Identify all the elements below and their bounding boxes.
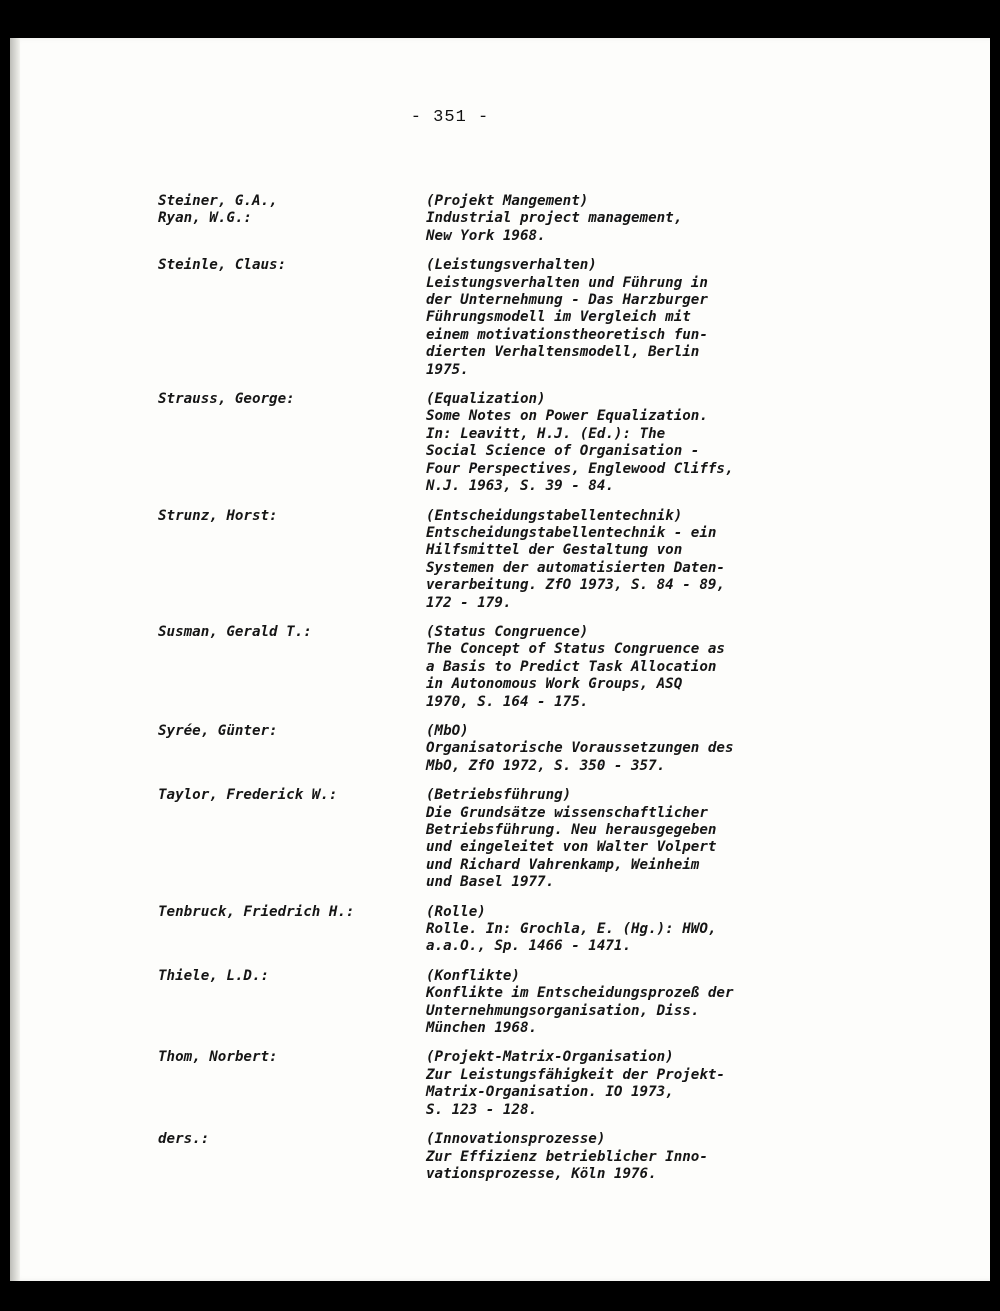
- entry-reference: [426, 257, 978, 379]
- entry-text-line: Systemen der automatisierten Daten-: [426, 559, 725, 576]
- entry-keyword: (Konflikte): [426, 967, 520, 984]
- entry-reference: [426, 391, 978, 495]
- entry-text-line: Four Perspectives, Englewood Cliffs,: [426, 460, 734, 477]
- bibliography-entry: [158, 193, 978, 245]
- entry-text-line: 1970, S. 164 - 175.: [426, 693, 589, 710]
- entry-reference: [426, 508, 978, 612]
- entry-reference: [426, 624, 978, 711]
- bibliography-entry: [158, 257, 978, 379]
- entry-author: Strunz, Horst:: [158, 507, 278, 524]
- entry-text-line: vationsprozesse, Köln 1976.: [426, 1165, 657, 1182]
- entry-text-line: München 1968.: [426, 1020, 538, 1037]
- entry-text-line: der Unternehmung - Das Harzburger: [426, 292, 708, 309]
- entry-keyword: (Leistungsverhalten): [426, 257, 597, 274]
- entry-keyword: (Equalization): [426, 391, 546, 408]
- entry-text-line: Zur Effizienz betrieblicher Inno-: [426, 1148, 708, 1165]
- entry-text-line: Social Science of Organisation -: [426, 443, 700, 460]
- entry-text-line: und Basel 1977.: [426, 874, 555, 891]
- entry-reference: [426, 1131, 978, 1183]
- entry-reference: [426, 193, 978, 245]
- bibliography-entry: [158, 723, 978, 775]
- entry-reference: [426, 1049, 978, 1119]
- bibliography-entry: [158, 787, 978, 891]
- entry-text-line: in Autonomous Work Groups, ASQ: [426, 676, 683, 693]
- entry-text-line: Führungsmodell im Vergleich mit: [426, 309, 691, 326]
- entry-reference: [426, 787, 978, 891]
- entry-text-line: Rolle. In: Grochla, E. (Hg.): HWO,: [426, 921, 717, 938]
- bibliography-list: [158, 193, 978, 1195]
- entry-author: Susman, Gerald T.:: [158, 623, 312, 640]
- entry-author: Strauss, George:: [158, 391, 295, 408]
- entry-text-line: Konflikte im Entscheidungsprozeß der: [426, 985, 734, 1002]
- entry-author: Steinle, Claus:: [158, 257, 287, 274]
- entry-text-line: Organisatorische Voraussetzungen des: [426, 740, 734, 757]
- bibliography-entry: [158, 1049, 978, 1119]
- bibliography-entry: [158, 391, 978, 495]
- entry-text-line: New York 1968.: [426, 227, 546, 244]
- entry-keyword: (Projekt Mangement): [426, 193, 589, 209]
- entry-text-line: Some Notes on Power Equalization.: [426, 408, 708, 425]
- entry-keyword: (Innovationsprozesse): [426, 1131, 606, 1148]
- document-page: [10, 38, 990, 1281]
- entry-author: Steiner, G.A., Ryan, W.G.:: [158, 193, 278, 227]
- entry-author: ders.:: [158, 1131, 210, 1148]
- bibliography-entry: [158, 508, 978, 612]
- entry-author: Syrée, Günter:: [158, 722, 278, 739]
- entry-keyword: (Projekt-Matrix-Organisation): [426, 1049, 674, 1066]
- entry-author: Tenbruck, Friedrich H.:: [158, 903, 355, 920]
- bibliography-entry: [158, 904, 978, 956]
- entry-text-line: einem motivationstheoretisch fun-: [426, 326, 708, 343]
- entry-text-line: Matrix-Organisation. IO 1973,: [426, 1084, 674, 1101]
- page-number: - 351 -: [410, 108, 490, 127]
- entry-text-line: Leistungsverhalten und Führung in: [426, 274, 708, 291]
- entry-text-line: und Richard Vahrenkamp, Weinheim: [426, 856, 700, 873]
- entry-reference: [426, 904, 978, 956]
- entry-keyword: (Betriebsführung): [426, 787, 572, 804]
- entry-text-line: Entscheidungstabellentechnik - ein: [426, 524, 717, 541]
- entry-text-line: The Concept of Status Congruence as: [426, 641, 725, 658]
- book-spine-shadow: [10, 38, 20, 1281]
- entry-author: Thom, Norbert:: [158, 1049, 278, 1066]
- entry-text-line: MbO, ZfO 1972, S. 350 - 357.: [426, 757, 666, 774]
- bibliography-entry: [158, 968, 978, 1038]
- entry-text-line: Hilfsmittel der Gestaltung von: [426, 542, 683, 559]
- entry-text-line: a.a.O., Sp. 1466 - 1471.: [426, 938, 631, 955]
- entry-keyword: (Rolle): [426, 903, 486, 920]
- entry-text-line: und eingeleitet von Walter Volpert: [426, 839, 717, 856]
- bibliography-entry: [158, 624, 978, 711]
- entry-keyword: (MbO): [426, 722, 469, 739]
- entry-text-line: verarbeitung. ZfO 1973, S. 84 - 89,: [426, 577, 725, 594]
- entry-text-line: 1975.: [426, 361, 469, 378]
- entry-text-line: Zur Leistungsfähigkeit der Projekt-: [426, 1066, 725, 1083]
- entry-text-line: N.J. 1963, S. 39 - 84.: [426, 478, 614, 495]
- entry-text-line: 172 - 179.: [426, 594, 512, 611]
- entry-text-line: S. 123 - 128.: [426, 1101, 538, 1118]
- entry-text-line: Die Grundsätze wissenschaftlicher: [426, 804, 708, 821]
- entry-text-line: a Basis to Predict Task Allocation: [426, 658, 717, 675]
- entry-text-line: Unternehmungsorganisation, Diss.: [426, 1002, 700, 1019]
- entry-reference: [426, 723, 978, 775]
- entry-author: Taylor, Frederick W.:: [158, 787, 338, 804]
- entry-text-line: Betriebsführung. Neu herausgegeben: [426, 822, 717, 838]
- entry-text-line: Industrial project management,: [426, 210, 683, 227]
- entry-keyword: (Entscheidungstabellentechnik): [426, 507, 683, 524]
- bibliography-entry: [158, 1131, 978, 1183]
- entry-reference: [426, 968, 978, 1038]
- entry-author: Thiele, L.D.:: [158, 967, 270, 984]
- entry-keyword: (Status Congruence): [426, 623, 589, 640]
- entry-text-line: dierten Verhaltensmodell, Berlin: [426, 344, 700, 361]
- entry-text-line: In: Leavitt, H.J. (Ed.): The: [426, 425, 666, 442]
